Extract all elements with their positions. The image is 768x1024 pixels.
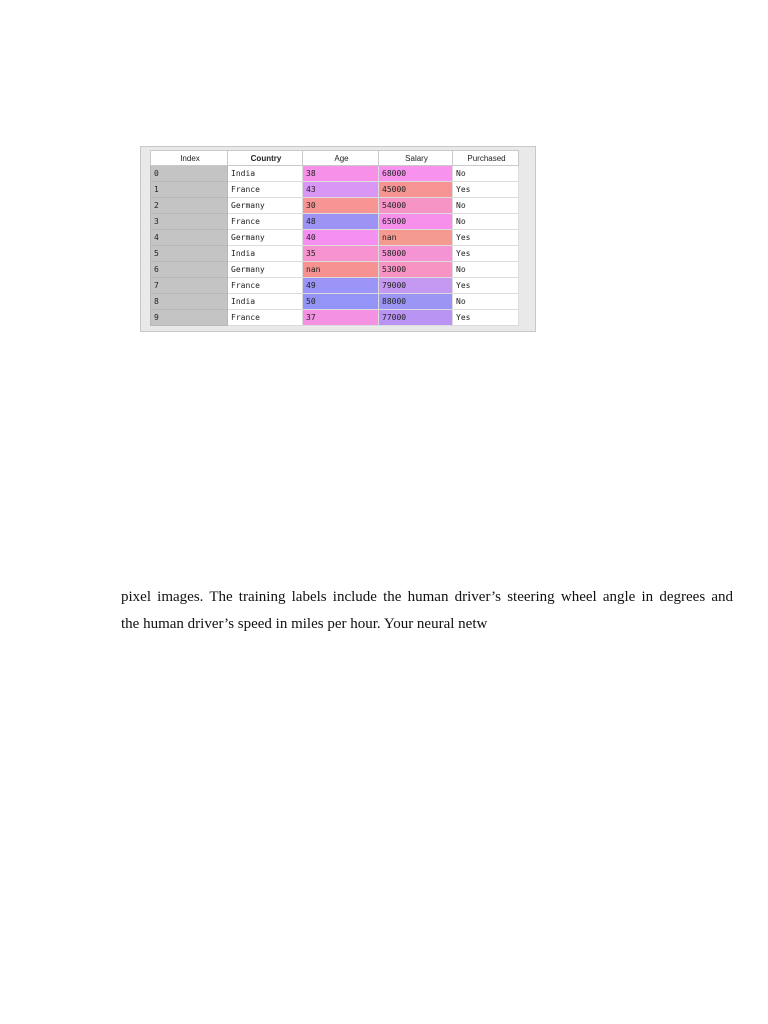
salary-cell: 53000 <box>379 262 453 278</box>
paragraph-line: pixel images. The training labels include the human driver’s steering wheel angle in degrees and <box>121 589 733 605</box>
salary-cell: 65000 <box>379 214 453 230</box>
country-cell: France <box>228 182 303 198</box>
table-row <box>151 166 519 182</box>
row-index-cell: 5 <box>151 246 228 262</box>
purchased-cell: No <box>453 214 519 230</box>
table-row <box>151 214 519 230</box>
column-header-salary: Salary <box>379 151 453 166</box>
table-row <box>151 182 519 198</box>
column-header-country: Country <box>228 151 303 166</box>
age-cell: 30 <box>303 198 379 214</box>
purchased-cell: Yes <box>453 278 519 294</box>
salary-cell: 79000 <box>379 278 453 294</box>
age-cell: nan <box>303 262 379 278</box>
header-row <box>151 151 519 166</box>
table-row <box>151 230 519 246</box>
dataframe-table <box>150 150 519 326</box>
purchased-cell: Yes <box>453 310 519 326</box>
salary-cell: 68000 <box>379 166 453 182</box>
purchased-cell: No <box>453 198 519 214</box>
salary-cell: nan <box>379 230 453 246</box>
column-header-purchased: Purchased <box>453 151 519 166</box>
age-cell: 40 <box>303 230 379 246</box>
age-cell: 35 <box>303 246 379 262</box>
purchased-cell: No <box>453 294 519 310</box>
age-cell: 48 <box>303 214 379 230</box>
country-cell: India <box>228 294 303 310</box>
age-cell: 37 <box>303 310 379 326</box>
salary-cell: 88000 <box>379 294 453 310</box>
table-body <box>151 166 519 326</box>
table-row <box>151 246 519 262</box>
table-row <box>151 198 519 214</box>
purchased-cell: Yes <box>453 246 519 262</box>
purchased-cell: Yes <box>453 230 519 246</box>
salary-cell: 58000 <box>379 246 453 262</box>
age-cell: 38 <box>303 166 379 182</box>
column-header-age: Age <box>303 151 379 166</box>
country-cell: Germany <box>228 230 303 246</box>
table-row <box>151 262 519 278</box>
country-cell: Germany <box>228 262 303 278</box>
row-index-cell: 9 <box>151 310 228 326</box>
country-cell: France <box>228 310 303 326</box>
country-cell: India <box>228 166 303 182</box>
age-cell: 50 <box>303 294 379 310</box>
paragraph-line: the human driver’s speed in miles per hour. Your neural netw <box>121 616 488 632</box>
country-cell: India <box>228 246 303 262</box>
salary-cell: 45000 <box>379 182 453 198</box>
row-index-cell: 6 <box>151 262 228 278</box>
row-index-cell: 7 <box>151 278 228 294</box>
purchased-cell: Yes <box>453 182 519 198</box>
row-index-cell: 3 <box>151 214 228 230</box>
table-row <box>151 278 519 294</box>
row-index-cell: 2 <box>151 198 228 214</box>
salary-cell: 54000 <box>379 198 453 214</box>
table-row <box>151 294 519 310</box>
salary-cell: 77000 <box>379 310 453 326</box>
purchased-cell: No <box>453 166 519 182</box>
country-cell: Germany <box>228 198 303 214</box>
country-cell: France <box>228 278 303 294</box>
age-cell: 43 <box>303 182 379 198</box>
column-header-index: Index <box>151 151 228 166</box>
purchased-cell: No <box>453 262 519 278</box>
table-row <box>151 310 519 326</box>
dataframe-screenshot <box>140 146 536 332</box>
body-paragraph <box>121 584 733 638</box>
row-index-cell: 8 <box>151 294 228 310</box>
row-index-cell: 1 <box>151 182 228 198</box>
row-index-cell: 0 <box>151 166 228 182</box>
country-cell: France <box>228 214 303 230</box>
row-index-cell: 4 <box>151 230 228 246</box>
age-cell: 49 <box>303 278 379 294</box>
